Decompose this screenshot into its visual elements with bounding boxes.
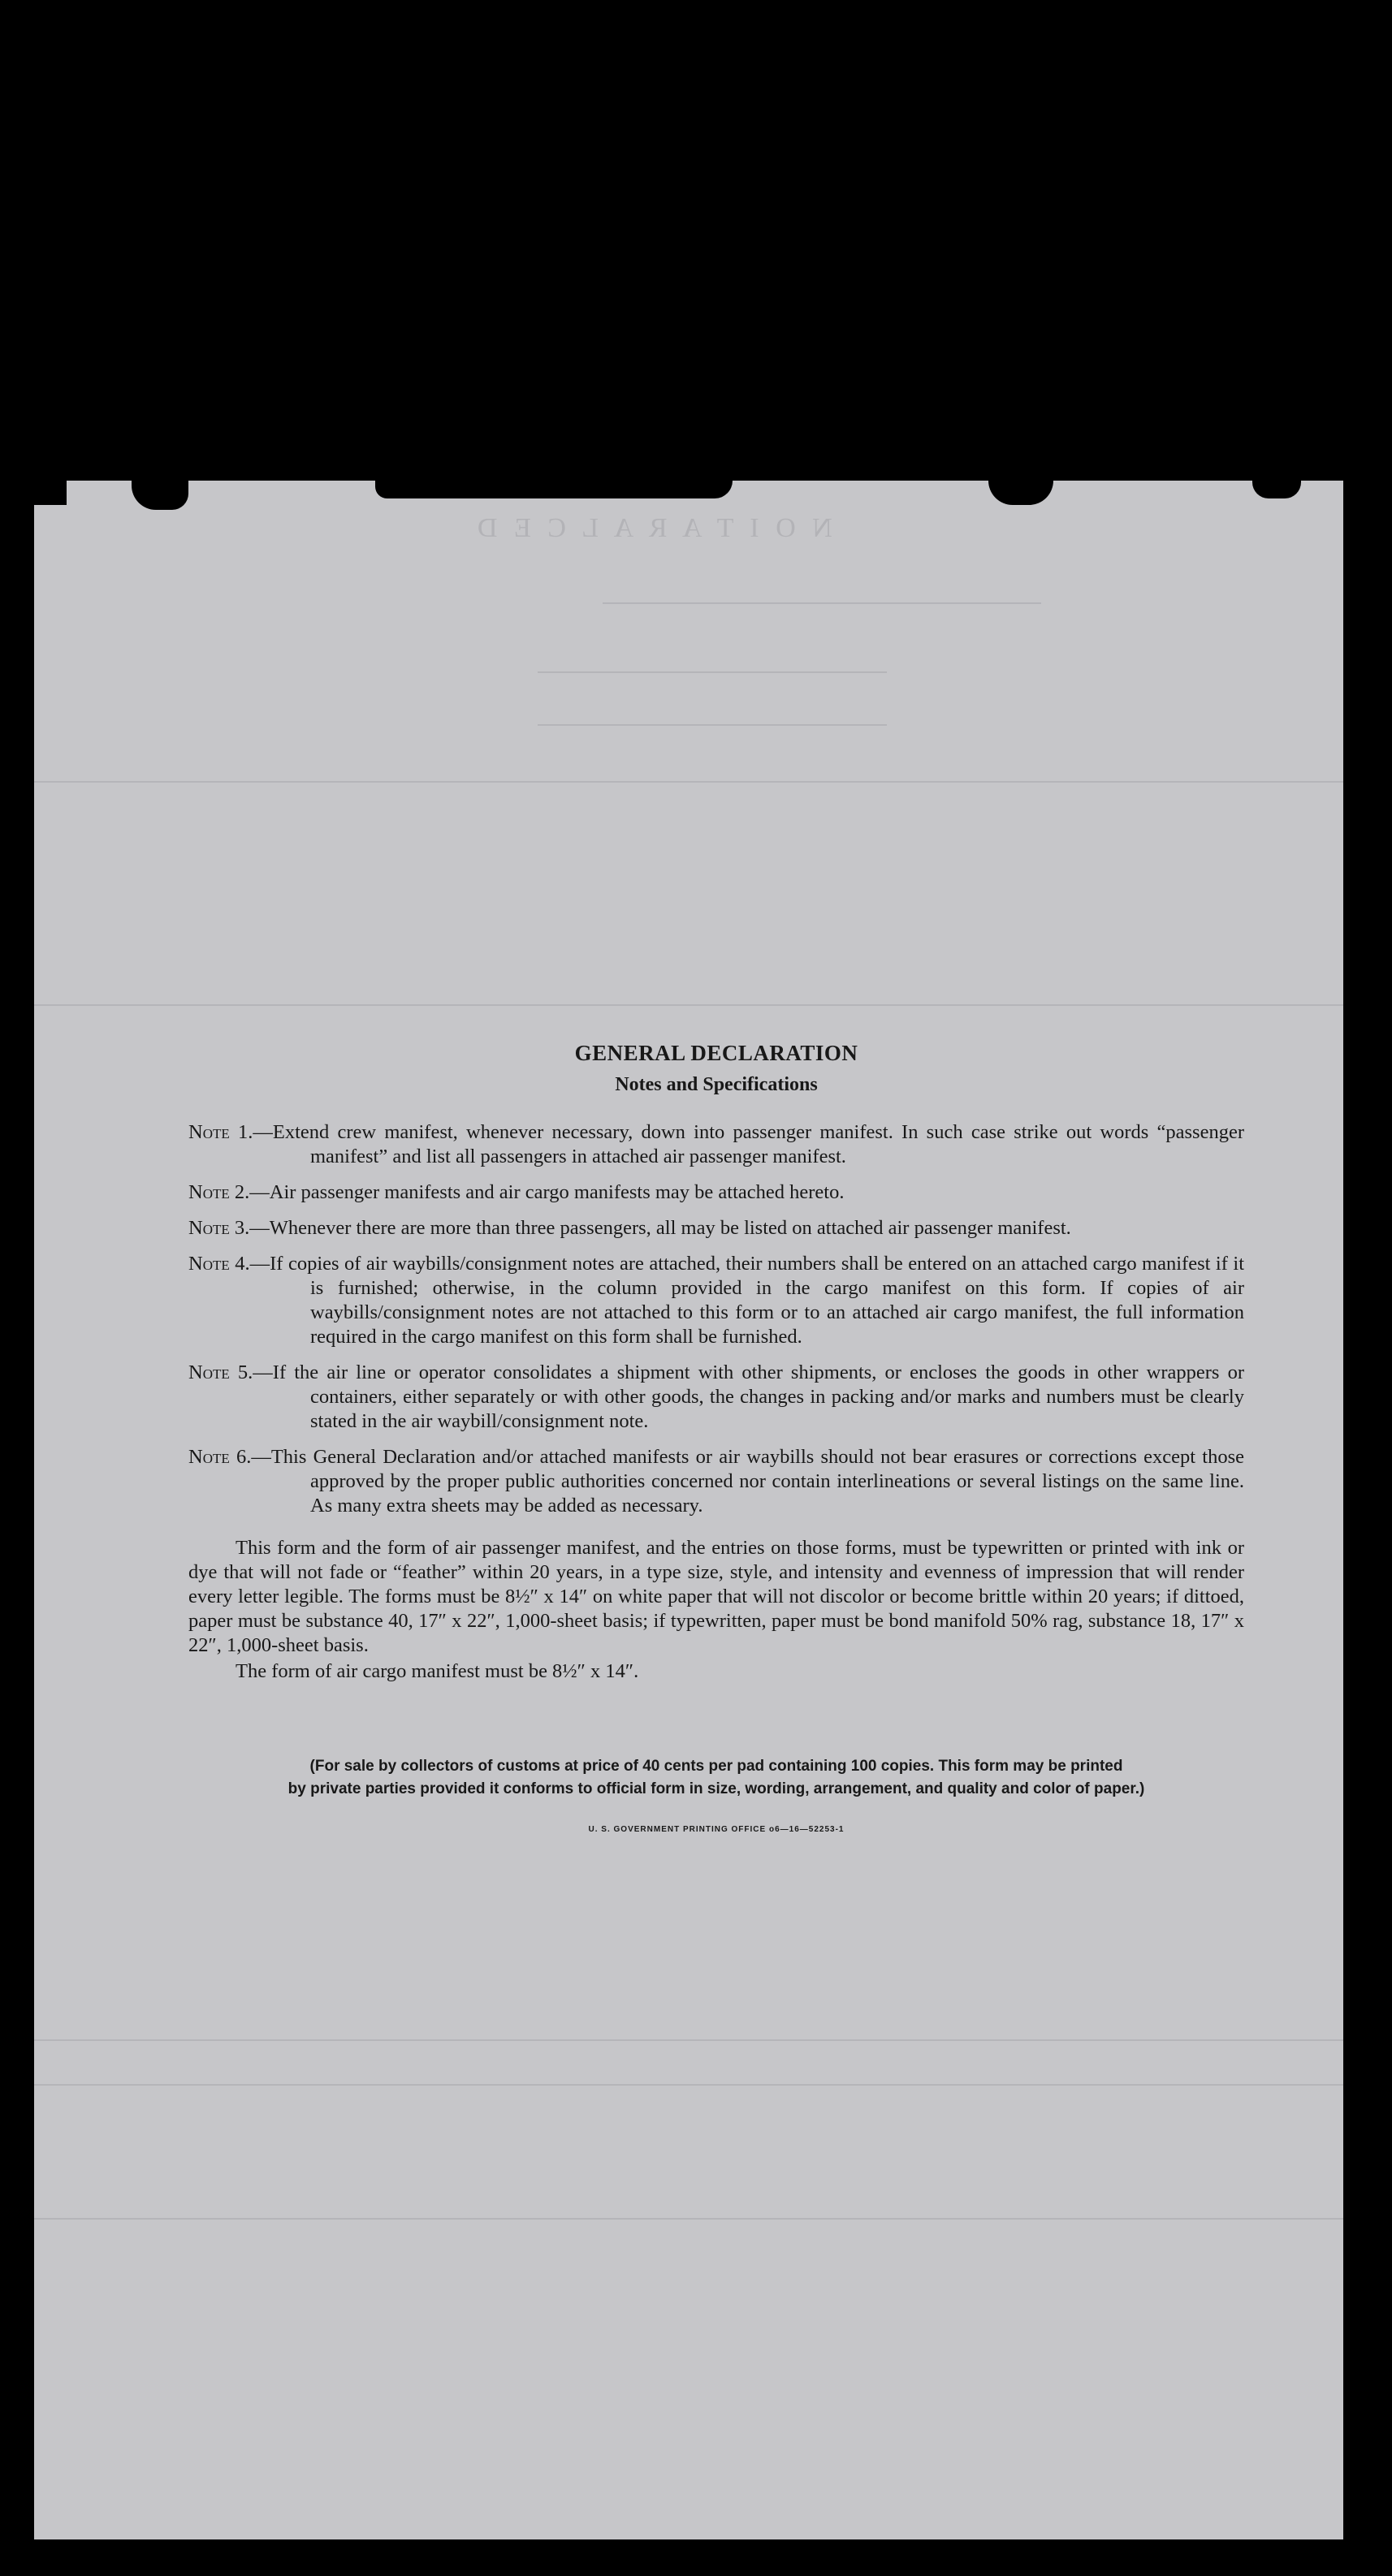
note-label-number: 6. xyxy=(236,1446,252,1468)
note-item xyxy=(188,1252,1244,1349)
torn-edge xyxy=(34,481,67,505)
note-label-prefix: Note xyxy=(188,1446,230,1468)
torn-edge xyxy=(132,481,188,510)
form-specification-paragraph: This form and the form of air passenger manifest, and the entries on those forms, must be typewritten or printed with ink or dye that will not fade or “feather” within 20 years, in a type size, style, and intensity and evenness of impression that will render every letter legible. The forms must be 8½″ x 14″ on white paper that will not discolor or become brittle within 20 years; if dittoed, paper must be substance 40, 17″ x 22″, 1,000-sheet basis; if typewritten, paper must be bond manifold 50% rag, substance 18, 17″ x 22″, 1,000-sheet basis. xyxy=(188,1537,1244,1656)
note-body: —Air passenger manifests and air cargo manifests may be attached hereto. xyxy=(249,1181,845,1203)
torn-edge xyxy=(375,481,733,498)
note-label-prefix: Note xyxy=(188,1253,230,1275)
note-label-prefix: Note xyxy=(188,1361,230,1383)
note-body: —If the air line or operator consolidates a shipment with other shipments, or encloses the goods in other wrappers or containers, either separately or with other goods, the changes in packing and/or marks and numbers must be clearly stated in the air waybill/consignment note. xyxy=(253,1361,1245,1432)
note-text xyxy=(188,1120,1244,1169)
note-label-number: 2. xyxy=(234,1181,250,1203)
note-item xyxy=(188,1361,1244,1434)
torn-edge xyxy=(988,481,1053,505)
note-label xyxy=(188,1217,249,1239)
note-text xyxy=(188,1445,1244,1518)
note-item xyxy=(188,1445,1244,1518)
printer-imprint: U. S. GOVERNMENT PRINTING OFFICE o6—16—52253-1 xyxy=(588,1825,845,1834)
cargo-manifest-size-paragraph: The form of air cargo manifest must be 8½″ x 14″. xyxy=(236,1660,639,1682)
note-body: —This General Declaration and/or attached manifests or air waybills should not bear erasures or corrections except those approved by the proper public authorities concerned nor contain interlineations or several listings on the same line. As many extra sheets may be added as necessary. xyxy=(251,1446,1244,1517)
note-item xyxy=(188,1120,1244,1169)
note-label-number: 5. xyxy=(237,1361,253,1383)
bleed-through-line xyxy=(34,1004,1343,1006)
bleed-through-line xyxy=(34,781,1343,783)
sale-notice-line: by private parties provided it conforms to official form in size, wording, arrangement, and quality and color of paper.) xyxy=(287,1780,1145,1797)
note-text xyxy=(188,1252,1244,1349)
page-subtitle: Notes and Specifications xyxy=(615,1074,818,1095)
note-label xyxy=(188,1446,251,1468)
note-body: —Extend crew manifest, whenever necessary, down into passenger manifest. In such case strike out words “passenger manifest” and list all passengers in attached air passenger manifest. xyxy=(253,1121,1245,1167)
note-item xyxy=(188,1180,1244,1205)
note-label-number: 4. xyxy=(235,1253,250,1275)
note-label xyxy=(188,1361,253,1383)
sale-notice-line: (For sale by collectors of customs at price of 40 cents per pad containing 100 copies. This form may be printed xyxy=(309,1758,1123,1775)
bleed-through-line xyxy=(603,602,1041,604)
note-text xyxy=(188,1361,1244,1434)
notes-list xyxy=(188,1120,1244,1518)
note-label-prefix: Note xyxy=(188,1217,230,1239)
bleed-through-line xyxy=(538,671,887,673)
note-label xyxy=(188,1121,253,1143)
note-label-number: 1. xyxy=(237,1121,253,1143)
note-body: —If copies of air waybills/consignment notes are attached, their numbers shall be entered on an attached cargo manifest if it is furnished; otherwise, in the column provided in the cargo manifest on this form. If copies of air waybills/consignment notes are not attached to this form or to an attached air cargo manifest, the full information required in the cargo manifest on this form shall be furnished. xyxy=(249,1253,1244,1348)
bleed-through-line xyxy=(34,2218,1343,2220)
bleed-through-line xyxy=(34,2039,1343,2041)
note-label-prefix: Note xyxy=(188,1181,230,1203)
bleed-through-line xyxy=(538,724,887,726)
bleed-through-text: N O I T A R A L C E D xyxy=(473,513,832,543)
note-item xyxy=(188,1216,1244,1241)
note-text xyxy=(188,1180,845,1205)
note-label-number: 3. xyxy=(234,1217,250,1239)
note-text xyxy=(188,1216,1071,1241)
note-label xyxy=(188,1253,250,1275)
note-label xyxy=(188,1181,249,1203)
note-body: —Whenever there are more than three passengers, all may be listed on attached air passenger manifest. xyxy=(249,1217,1071,1239)
torn-edge xyxy=(1252,481,1301,498)
bleed-through-line xyxy=(34,2084,1343,2086)
declaration-notes xyxy=(188,1041,1244,1834)
note-label-prefix: Note xyxy=(188,1121,230,1143)
document-page xyxy=(34,481,1343,2539)
sale-notice xyxy=(188,1755,1244,1801)
page-title: GENERAL DECLARATION xyxy=(574,1041,858,1065)
